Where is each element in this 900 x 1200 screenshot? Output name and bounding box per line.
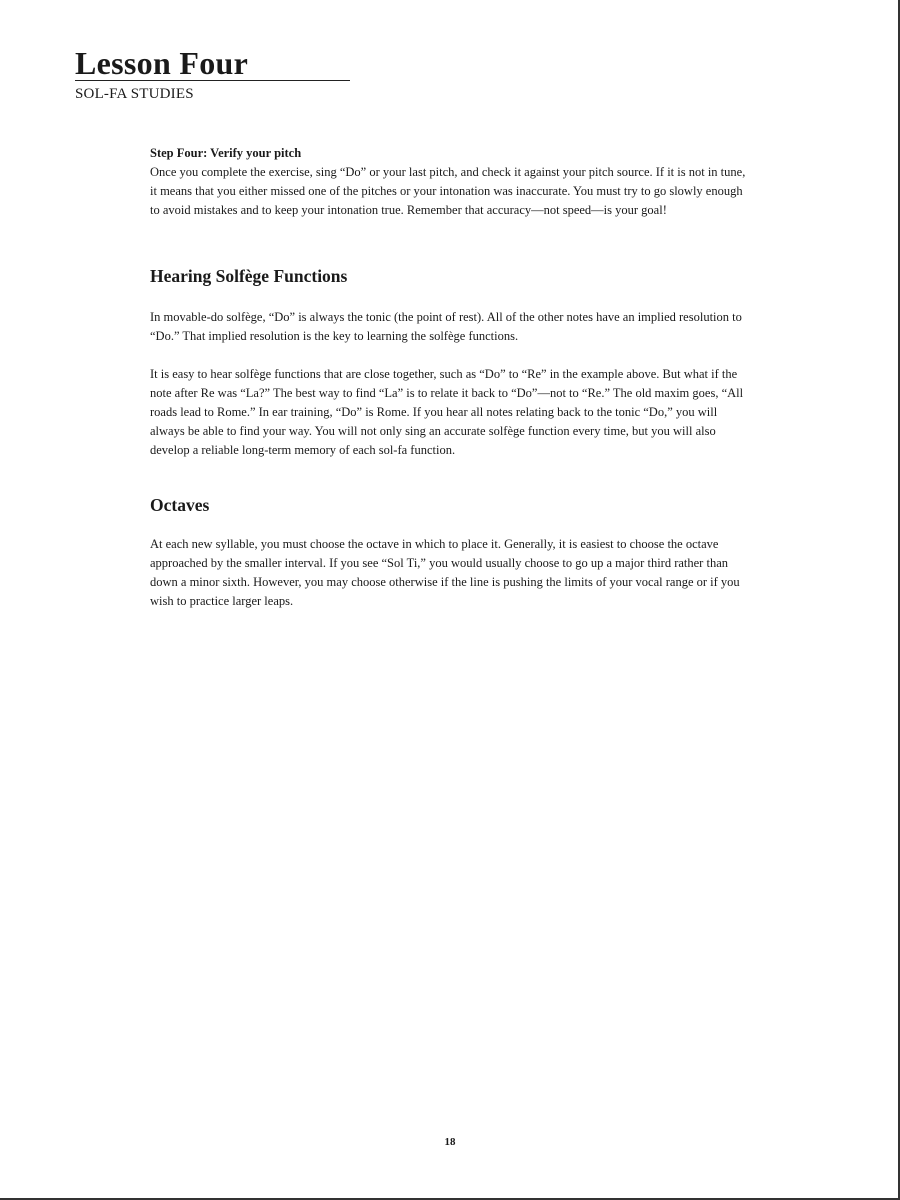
lesson-title: Lesson Four (75, 45, 249, 81)
main-content (150, 144, 750, 611)
lesson-subtitle: SOL-FA STUDIES (75, 86, 194, 102)
step-four-paragraph: Once you complete the exercise, sing “Do” or your last pitch, and check it against your pitch source. If it is not in tune, it means that you either missed one of the pitches or your intonation was inaccurate. You must try to go slowly enough to avoid mistakes and to keep your intonation true. Remember that accuracy—not speed—is your goal! (150, 165, 746, 217)
title-underline-rule (75, 80, 350, 81)
octaves-heading: Octaves (150, 495, 210, 515)
page-number: 18 (444, 1136, 456, 1148)
hearing-solfege-paragraph-1: In movable-do solfège, “Do” is always the tonic (the point of rest). All of the other notes have an implied resolution to “Do.” That implied resolution is the key to learning the solfège functions. (150, 310, 742, 343)
step-four-heading: Step Four: Verify your pitch (150, 146, 302, 160)
octaves-paragraph: At each new syllable, you must choose the octave in which to place it. Generally, it is easiest to choose the octave approached by the smaller interval. If you see “Sol Ti,” you would usually choose to go up a major third rather than down a minor sixth. However, you may choose otherwise if the line is pushing the limits of your vocal range or if you wish to practice larger leaps. (150, 537, 740, 608)
hearing-solfege-paragraph-2: It is easy to hear solfège functions that are close together, such as “Do” to “Re” in the example above. But what if the note after Re was “La?” The best way to find “La” is to relate it back to “Do”—not to “Re.” The old maxim goes, “All roads lead to Rome.” In ear training, “Do” is Rome. If you hear all notes relating back to the tonic “Do,” you will always be able to find your way. You will not only sing an accurate solfège function every time, but you will also develop a reliable long-term memory of each sol-fa function. (150, 367, 744, 457)
hearing-solfege-heading: Hearing Solfège Functions (150, 266, 348, 286)
